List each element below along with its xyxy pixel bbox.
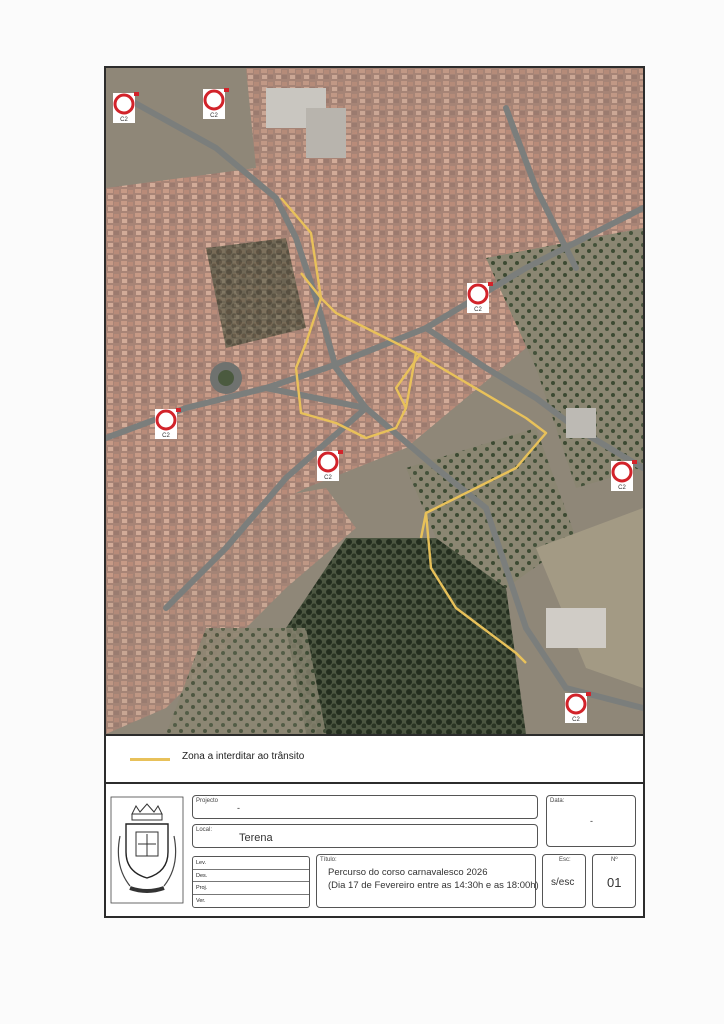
rev-des: Des. [193,870,309,883]
map-svg [106,68,643,734]
location-field [192,824,538,848]
date-label: Data: [550,798,565,804]
sign-label: C2 [572,717,580,723]
sign-label: C2 [210,113,218,119]
legend-label: Zona a interditar ao trânsito [182,751,305,762]
aerial-map [106,68,643,736]
title-line-2: (Dia 17 de Fevereiro entre as 14:30h e as 18:00h) [328,880,539,891]
title-label: Título: [320,857,337,863]
scale-value: s/esc [551,877,575,888]
project-value: - [237,803,240,813]
sheet-number-field [592,854,636,908]
sheet-number-value: 01 [607,875,622,890]
drawing-sheet [104,66,645,918]
sheet-number-label: Nº [611,857,618,863]
scale-label: Esc: [559,857,571,863]
legend [106,736,643,784]
rev-lev: Lev. [193,857,309,870]
legend-route-swatch [130,758,170,761]
location-label: Local: [196,827,213,833]
sign-label: C2 [618,485,626,491]
municipal-crest [110,796,184,904]
rev-ver: Ver. [196,897,206,904]
title-line-1: Percurso do corso carnavalesco 2026 [328,867,488,878]
date-field [546,795,636,847]
location-value: Terena [239,832,273,844]
sign-label: C2 [474,307,482,313]
date-value: - [590,816,593,826]
sign-label: C2 [120,117,128,123]
title-block [106,784,643,916]
sign-label: C2 [324,475,332,481]
title-field [316,854,539,908]
scale-field [542,854,586,908]
project-field [192,795,538,819]
rev-proj: Proj. [193,882,309,895]
revision-table [192,856,310,908]
sign-label: C2 [162,433,170,439]
project-label: Projecto [196,798,219,804]
